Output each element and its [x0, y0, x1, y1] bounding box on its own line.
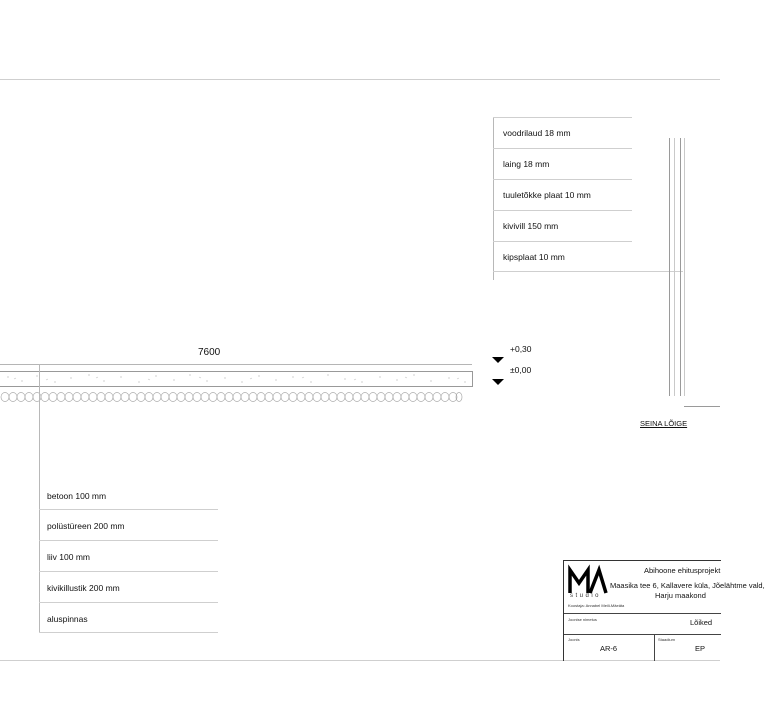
- gravel-layer: [0, 390, 462, 404]
- floor-layer-label: betoon 100 mm: [47, 491, 107, 501]
- studio-logo: [568, 567, 608, 595]
- gravel-hatch: [0, 390, 462, 404]
- floor-layer-label: liiv 100 mm: [47, 552, 90, 562]
- wall-section-line: [684, 138, 685, 396]
- stage-value: EP: [695, 644, 706, 653]
- floor-callout-leader: [39, 364, 40, 632]
- title-block: [563, 560, 765, 661]
- level-label-bottom: ±0,00: [510, 365, 532, 375]
- drawing-no-label: Joonis: [568, 637, 580, 642]
- drawing-no: AR-6: [600, 644, 618, 653]
- logo-studio-text: studio: [570, 593, 602, 599]
- floor-callout-line: [39, 602, 218, 603]
- title-block-divider: [564, 634, 721, 635]
- wall-section-line: [669, 138, 670, 396]
- floor-layer-label: kivikillustik 200 mm: [47, 583, 120, 593]
- project-title: Abihoone ehitusprojekt: [644, 566, 721, 575]
- wall-callout-line: [493, 271, 683, 272]
- floor-callout-line: [39, 540, 218, 541]
- level-label-top: +0,30: [510, 344, 532, 354]
- wall-callout-line: [493, 210, 632, 211]
- wall-layer-label: voodrilaud 18 mm: [503, 128, 571, 138]
- title-block-divider: [654, 634, 655, 661]
- section-label: SEINA LÕIGE: [640, 419, 688, 428]
- level-marker-bottom: [492, 379, 504, 385]
- wall-layer-label: kivivill 150 mm: [503, 221, 559, 231]
- sheet-border-top: [0, 79, 720, 80]
- level-marker-top: [492, 357, 504, 363]
- concrete-hatch: [0, 372, 472, 386]
- project-address-line2: Harju maakond: [655, 591, 706, 600]
- author-text: Koostaja: Annabel Meili-Mäeäta: [568, 603, 625, 608]
- dimension-line: [0, 364, 472, 365]
- wall-layer-label: laing 18 mm: [503, 159, 550, 169]
- wall-callout-leader: [493, 117, 494, 280]
- wall-section-line: [680, 138, 681, 396]
- wall-callout-line: [493, 148, 632, 149]
- wall-callout-line: [493, 179, 632, 180]
- wall-section-line: [674, 138, 675, 396]
- stage-label: Staadium: [658, 637, 675, 642]
- drawing-name-label: Joonise nimetus: [568, 617, 597, 622]
- concrete-slab: [0, 371, 473, 387]
- wall-base-line: [684, 406, 720, 407]
- title-block-divider: [564, 613, 721, 614]
- wall-layer-label: kipsplaat 10 mm: [503, 252, 565, 262]
- floor-layer-label: polüstüreen 200 mm: [47, 521, 125, 531]
- wall-layer-label: tuuletõkke plaat 10 mm: [503, 190, 591, 200]
- dimension-label: 7600: [198, 347, 221, 358]
- wall-callout-line: [493, 241, 632, 242]
- floor-callout-line: [39, 509, 218, 510]
- wall-callout-line: [493, 117, 632, 118]
- project-address-line1: Maasika tee 6, Kallavere küla, Jõelähtme vald,: [610, 581, 765, 590]
- floor-callout-line: [39, 571, 218, 572]
- drawing-name: Lõiked: [690, 618, 713, 627]
- floor-layer-label: aluspinnas: [47, 614, 88, 624]
- floor-callout-line: [39, 632, 218, 633]
